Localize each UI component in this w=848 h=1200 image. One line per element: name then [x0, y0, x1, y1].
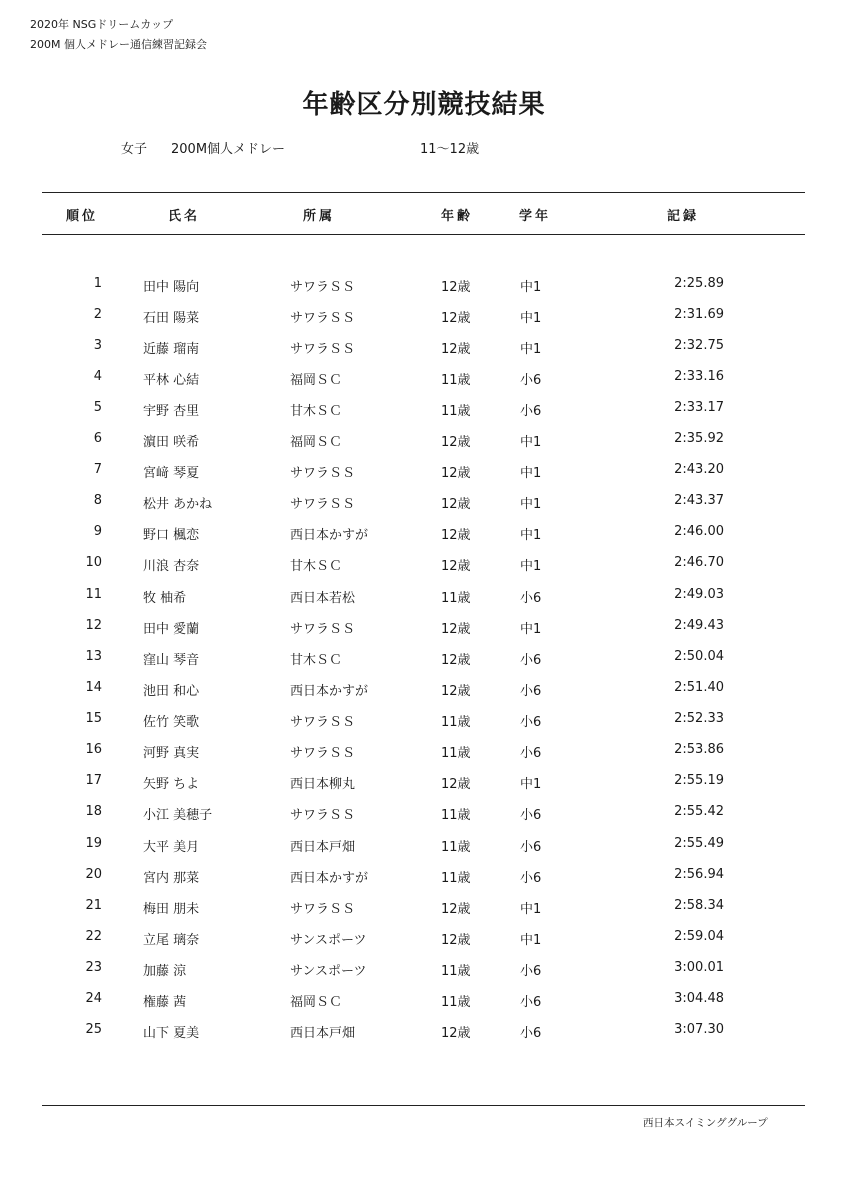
age-cell: 11歳	[441, 746, 471, 761]
club-cell: 福岡ＳＣ	[290, 373, 343, 388]
table-row	[0, 929, 848, 960]
rank-cell: 13	[85, 649, 102, 664]
club-cell: サンスポーツ	[290, 964, 367, 979]
table-row	[0, 431, 848, 462]
rank-cell: 23	[85, 960, 102, 975]
time-cell: 3:07.30	[674, 1022, 724, 1037]
table-row	[0, 649, 848, 680]
club-cell: サワラＳＳ	[290, 715, 356, 730]
table-header-rule	[42, 234, 805, 235]
age-cell: 12歳	[441, 684, 471, 699]
age-cell: 11歳	[441, 995, 471, 1010]
rank-cell: 6	[93, 431, 102, 446]
gender-label: 女子	[121, 142, 148, 157]
age-cell: 12歳	[441, 902, 471, 917]
grade-cell: 小6	[520, 746, 542, 761]
name-cell: 小江 美穂子	[143, 808, 213, 823]
name-cell: 梅田 朋未	[143, 902, 200, 917]
table-row	[0, 898, 848, 929]
page-title: 年齢区分別競技結果	[302, 90, 546, 120]
col-header-rank: 順位	[66, 209, 99, 224]
age-cell: 12歳	[441, 777, 471, 792]
club-cell: 西日本かすが	[290, 684, 369, 699]
table-row	[0, 587, 848, 618]
col-header-name: 氏名	[168, 209, 201, 224]
time-cell: 2:55.49	[674, 836, 724, 851]
time-cell: 2:53.86	[674, 742, 724, 757]
rank-cell: 7	[93, 462, 102, 477]
table-row	[0, 773, 848, 804]
rank-cell: 9	[93, 524, 102, 539]
event-label: 200M個人メドレー	[171, 142, 286, 157]
table-row	[0, 462, 848, 493]
name-cell: 山下 夏美	[143, 1026, 200, 1041]
organization-footer: 西日本スイミンググループ	[643, 1117, 768, 1129]
age-cell: 11歳	[441, 840, 471, 855]
grade-cell: 小6	[520, 871, 542, 886]
club-cell: サワラＳＳ	[290, 746, 356, 761]
name-cell: 濵田 咲希	[143, 435, 200, 450]
time-cell: 3:00.01	[674, 960, 724, 975]
table-row	[0, 711, 848, 742]
grade-cell: 中1	[520, 902, 542, 917]
club-cell: 甘木ＳＣ	[290, 653, 343, 668]
age-cell: 12歳	[441, 933, 471, 948]
club-cell: サンスポーツ	[290, 933, 367, 948]
age-cell: 12歳	[441, 435, 471, 450]
name-cell: 矢野 ちよ	[143, 777, 200, 792]
club-cell: サワラＳＳ	[290, 497, 356, 512]
name-cell: 立尾 璃奈	[143, 933, 200, 948]
name-cell: 松井 あかね	[143, 497, 213, 512]
time-cell: 2:59.04	[674, 929, 724, 944]
age-cell: 12歳	[441, 466, 471, 481]
time-cell: 2:58.34	[674, 898, 724, 913]
age-cell: 12歳	[441, 559, 471, 574]
club-cell: サワラＳＳ	[290, 311, 356, 326]
grade-cell: 小6	[520, 373, 542, 388]
grade-cell: 小6	[520, 404, 542, 419]
table-row	[0, 836, 848, 867]
rank-cell: 22	[85, 929, 102, 944]
grade-cell: 中1	[520, 311, 542, 326]
age-cell: 12歳	[441, 280, 471, 295]
time-cell: 2:43.20	[674, 462, 724, 477]
table-row	[0, 276, 848, 307]
time-cell: 2:33.17	[674, 400, 724, 415]
footer-rule	[42, 1105, 805, 1106]
table-row	[0, 680, 848, 711]
grade-cell: 中1	[520, 435, 542, 450]
time-cell: 2:51.40	[674, 680, 724, 695]
table-row	[0, 338, 848, 369]
time-cell: 2:32.75	[674, 338, 724, 353]
table-row	[0, 742, 848, 773]
table-row	[0, 1022, 848, 1053]
table-top-rule	[42, 192, 805, 193]
col-header-age: 年齢	[441, 209, 474, 224]
event-name: 2020年 NSGドリームカップ	[30, 18, 174, 31]
age-cell: 12歳	[441, 342, 471, 357]
age-cell: 12歳	[441, 497, 471, 512]
age-cell: 11歳	[441, 964, 471, 979]
grade-cell: 小6	[520, 653, 542, 668]
time-cell: 2:46.70	[674, 555, 724, 570]
grade-cell: 小6	[520, 808, 542, 823]
table-row	[0, 307, 848, 338]
age-cell: 12歳	[441, 528, 471, 543]
club-cell: サワラＳＳ	[290, 342, 356, 357]
grade-cell: 中1	[520, 777, 542, 792]
age-cell: 12歳	[441, 311, 471, 326]
age-cell: 12歳	[441, 653, 471, 668]
name-cell: 石田 陽菜	[143, 311, 200, 326]
grade-cell: 小6	[520, 840, 542, 855]
rank-cell: 14	[85, 680, 102, 695]
club-cell: 西日本戸畑	[290, 840, 356, 855]
col-header-time: 記録	[667, 209, 700, 224]
club-cell: 西日本若松	[290, 591, 356, 606]
grade-cell: 小6	[520, 995, 542, 1010]
meet-name: 200M 個人メドレー通信練習記録会	[30, 38, 207, 51]
col-header-club: 所属	[303, 209, 336, 224]
grade-cell: 小6	[520, 591, 542, 606]
name-cell: 宮﨑 琴夏	[143, 466, 200, 481]
name-cell: 宮内 那菜	[143, 871, 200, 886]
table-row	[0, 618, 848, 649]
club-cell: 西日本かすが	[290, 528, 369, 543]
rank-cell: 16	[85, 742, 102, 757]
rank-cell: 12	[85, 618, 102, 633]
club-cell: サワラＳＳ	[290, 902, 356, 917]
time-cell: 2:46.00	[674, 524, 724, 539]
grade-cell: 小6	[520, 684, 542, 699]
time-cell: 2:49.43	[674, 618, 724, 633]
grade-cell: 中1	[520, 622, 542, 637]
rank-cell: 21	[85, 898, 102, 913]
name-cell: 川浪 杏奈	[143, 559, 200, 574]
rank-cell: 17	[85, 773, 102, 788]
table-row	[0, 867, 848, 898]
name-cell: 河野 真実	[143, 746, 200, 761]
table-row	[0, 369, 848, 400]
grade-cell: 小6	[520, 964, 542, 979]
name-cell: 平林 心結	[143, 373, 200, 388]
time-cell: 2:55.19	[674, 773, 724, 788]
grade-cell: 中1	[520, 497, 542, 512]
club-cell: サワラＳＳ	[290, 466, 356, 481]
name-cell: 権藤 茜	[143, 995, 187, 1010]
table-row	[0, 804, 848, 835]
time-cell: 3:04.48	[674, 991, 724, 1006]
name-cell: 佐竹 笑歌	[143, 715, 200, 730]
age-cell: 11歳	[441, 373, 471, 388]
grade-cell: 中1	[520, 528, 542, 543]
table-row	[0, 991, 848, 1022]
table-row	[0, 555, 848, 586]
time-cell: 2:35.92	[674, 431, 724, 446]
time-cell: 2:33.16	[674, 369, 724, 384]
name-cell: 加藤 涼	[143, 964, 187, 979]
col-header-grade: 学年	[519, 209, 552, 224]
time-cell: 2:50.04	[674, 649, 724, 664]
rank-cell: 18	[85, 804, 102, 819]
name-cell: 野口 楓恋	[143, 528, 200, 543]
grade-cell: 中1	[520, 559, 542, 574]
grade-cell: 中1	[520, 933, 542, 948]
rank-cell: 4	[93, 369, 102, 384]
club-cell: 甘木ＳＣ	[290, 559, 343, 574]
club-cell: 西日本戸畑	[290, 1026, 356, 1041]
name-cell: 大平 美月	[143, 840, 200, 855]
name-cell: 近藤 瑠南	[143, 342, 200, 357]
time-cell: 2:43.37	[674, 493, 724, 508]
time-cell: 2:49.03	[674, 587, 724, 602]
club-cell: 福岡ＳＣ	[290, 435, 343, 450]
grade-cell: 中1	[520, 466, 542, 481]
rank-cell: 19	[85, 836, 102, 851]
club-cell: サワラＳＳ	[290, 808, 356, 823]
age-cell: 12歳	[441, 1026, 471, 1041]
age-cell: 12歳	[441, 622, 471, 637]
rank-cell: 5	[93, 400, 102, 415]
rank-cell: 10	[85, 555, 102, 570]
age-cell: 11歳	[441, 404, 471, 419]
name-cell: 池田 和心	[143, 684, 200, 699]
time-cell: 2:55.42	[674, 804, 724, 819]
grade-cell: 小6	[520, 715, 542, 730]
time-cell: 2:52.33	[674, 711, 724, 726]
club-cell: サワラＳＳ	[290, 622, 356, 637]
rank-cell: 11	[85, 587, 102, 602]
rank-cell: 1	[93, 276, 102, 291]
rank-cell: 3	[93, 338, 102, 353]
age-cell: 11歳	[441, 871, 471, 886]
age-cell: 11歳	[441, 591, 471, 606]
time-cell: 2:31.69	[674, 307, 724, 322]
club-cell: 西日本かすが	[290, 871, 369, 886]
name-cell: 牧 柚希	[143, 591, 187, 606]
table-row	[0, 524, 848, 555]
age-group-label: 11～12歳	[420, 142, 480, 157]
club-cell: サワラＳＳ	[290, 280, 356, 295]
club-cell: 西日本柳丸	[290, 777, 356, 792]
grade-cell: 中1	[520, 342, 542, 357]
age-cell: 11歳	[441, 808, 471, 823]
rank-cell: 2	[93, 307, 102, 322]
rank-cell: 24	[85, 991, 102, 1006]
name-cell: 田中 愛蘭	[143, 622, 200, 637]
grade-cell: 小6	[520, 1026, 542, 1041]
table-row	[0, 400, 848, 431]
rank-cell: 15	[85, 711, 102, 726]
table-row	[0, 493, 848, 524]
age-cell: 11歳	[441, 715, 471, 730]
grade-cell: 中1	[520, 280, 542, 295]
name-cell: 田中 陽向	[143, 280, 200, 295]
club-cell: 福岡ＳＣ	[290, 995, 343, 1010]
rank-cell: 8	[93, 493, 102, 508]
name-cell: 窪山 琴音	[143, 653, 200, 668]
club-cell: 甘木ＳＣ	[290, 404, 343, 419]
table-row	[0, 960, 848, 991]
name-cell: 宇野 杏里	[143, 404, 200, 419]
rank-cell: 20	[85, 867, 102, 882]
rank-cell: 25	[85, 1022, 102, 1037]
time-cell: 2:25.89	[674, 276, 724, 291]
time-cell: 2:56.94	[674, 867, 724, 882]
